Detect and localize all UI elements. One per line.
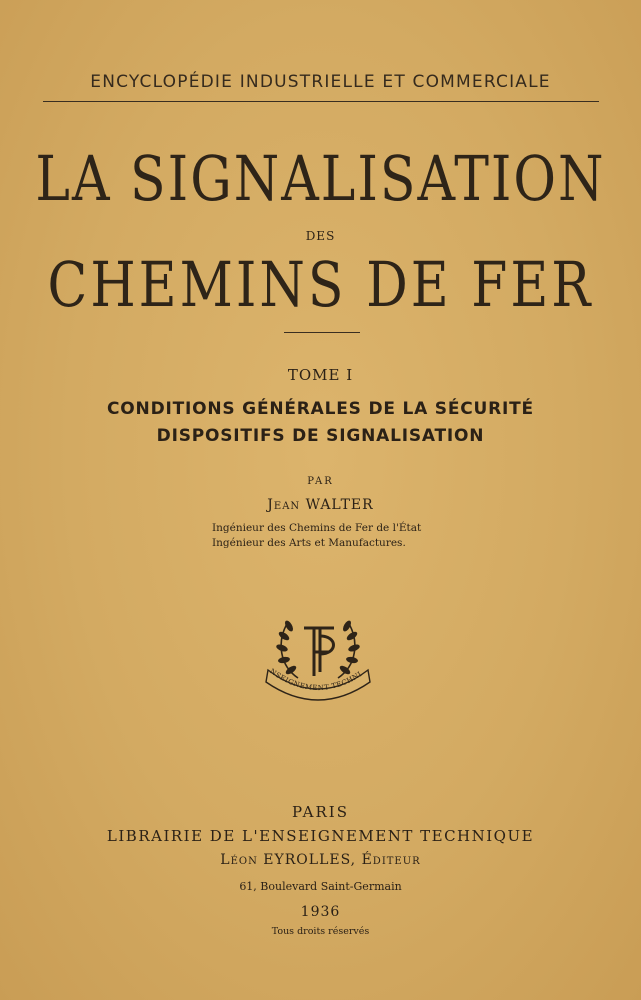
title-divider (284, 332, 360, 333)
volume-label: TOME I (287, 366, 354, 384)
by-label: PAR (307, 476, 334, 487)
book-title-line-2: DES (305, 229, 336, 243)
publisher-editor: Léon EYROLLES, Éditeur (220, 852, 421, 868)
subtitle-line-2: DISPOSITIFS DE SIGNALISATION (156, 426, 485, 446)
series-title: ENCYCLOPÉDIE INDUSTRIELLE ET COMMERCIALE (90, 72, 551, 92)
author-affiliation-1: Ingénieur des Chemins de Fer de l'État (212, 522, 422, 534)
subtitle-line-1: CONDITIONS GÉNÉRALES DE LA SÉCURITÉ (107, 399, 534, 419)
publisher-monogram-emblem-icon (258, 608, 378, 708)
publisher-city: PARIS (291, 803, 350, 821)
rights-notice: Tous droits réservés (271, 926, 370, 937)
book-title-line-1: LA SIGNALISATION (35, 144, 606, 216)
publisher-address: 61, Boulevard Saint-Germain (239, 880, 402, 893)
publisher-house: LIBRAIRIE DE L'ENSEIGNEMENT TECHNIQUE (106, 827, 535, 845)
author-affiliation-2: Ingénieur des Arts et Manufactures. (212, 537, 406, 549)
emblem-ribbon-text: NSEIGNEMENT TECHNI (268, 667, 364, 693)
book-title-line-3: CHEMINS DE FER (47, 250, 594, 322)
series-divider (43, 101, 599, 102)
publication-year: 1936 (300, 904, 341, 920)
author-name: Jean WALTER (267, 497, 374, 513)
